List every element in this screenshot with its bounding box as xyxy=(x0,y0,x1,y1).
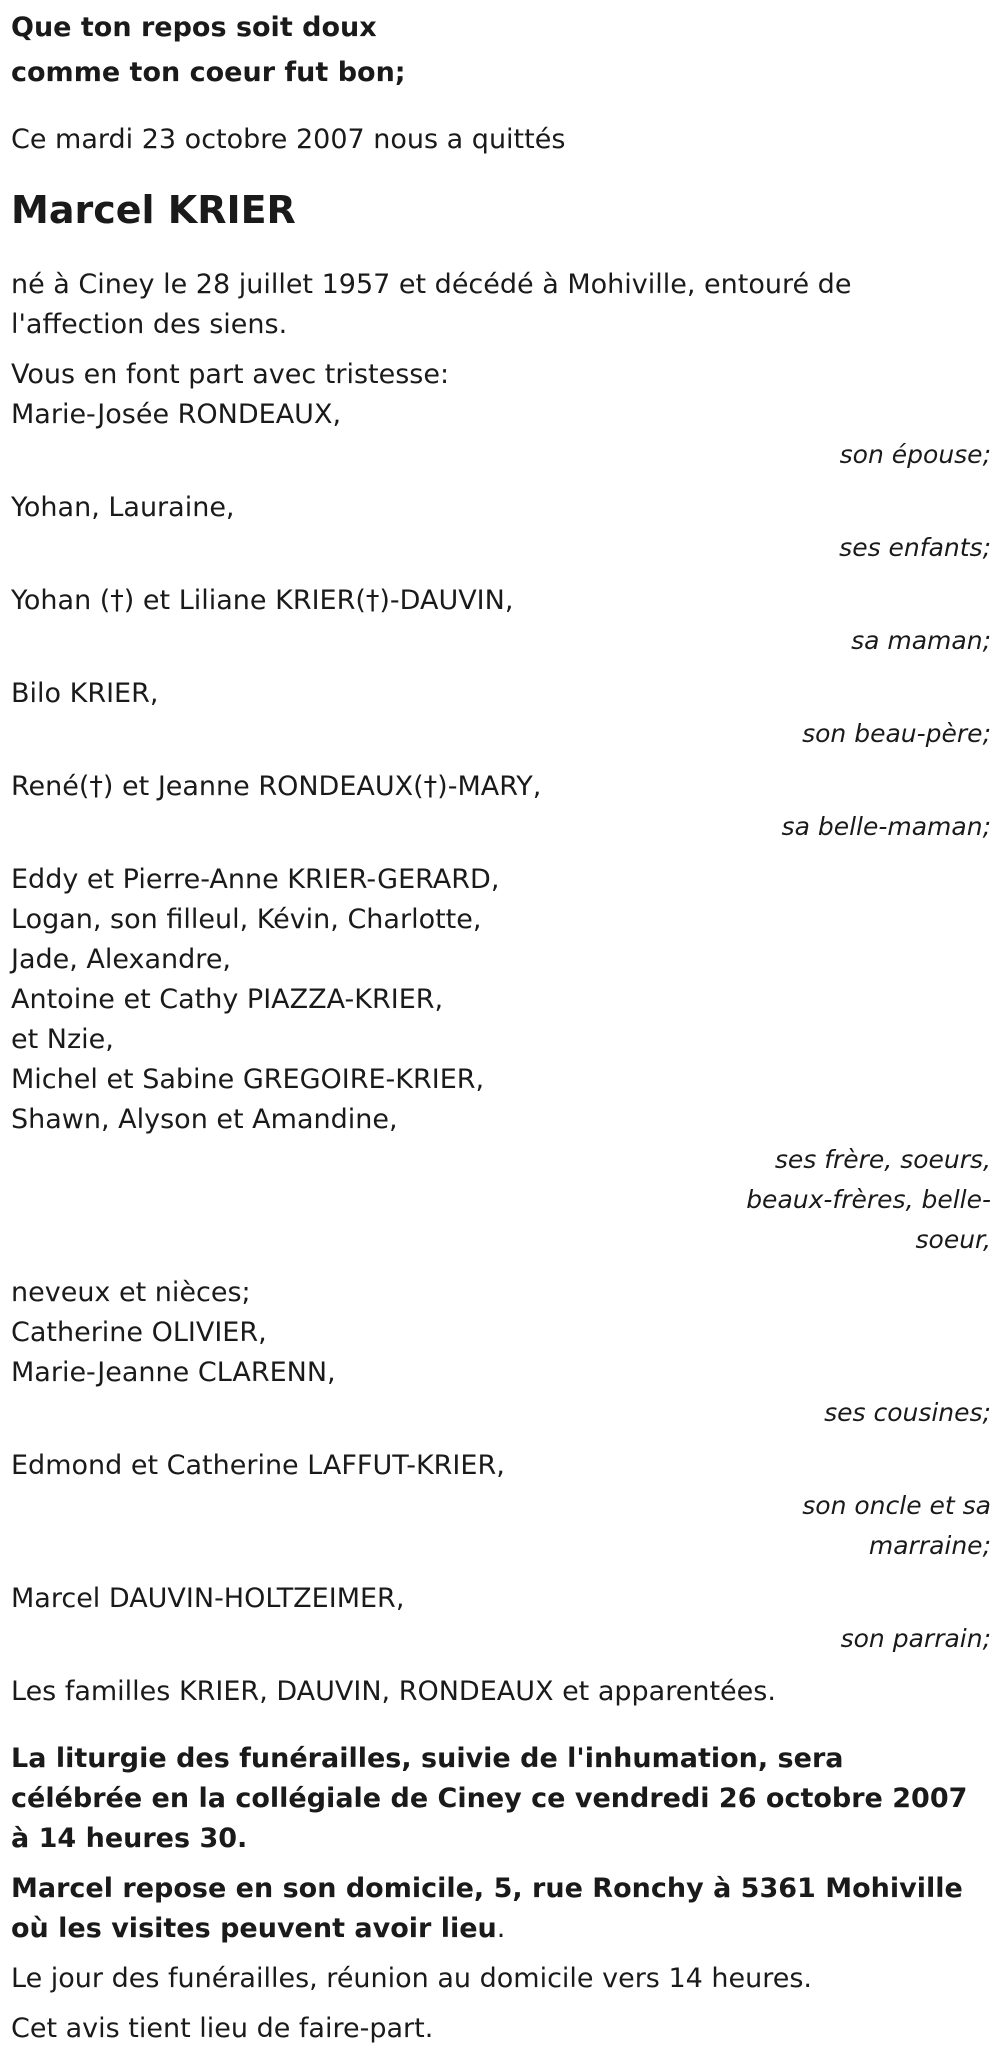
family-role: beaux-frères, belle- xyxy=(746,1185,991,1214)
family-name: Yohan, Lauraine, xyxy=(11,492,235,523)
repose-text: Marcel repose en son domicile, 5, rue Ronchy à 5361 Mohiville où les visites peuvent avoir lieu xyxy=(11,1873,963,1944)
family-name: Shawn, Alyson et Amandine, xyxy=(11,1104,398,1135)
family-entry xyxy=(11,1446,1000,1566)
family-entry xyxy=(11,581,1000,661)
epitaph-line-1: Que ton repos soit doux xyxy=(11,12,377,43)
birth-death-text: né à Ciney le 28 juillet 1957 et décédé à Mohiville, entouré de l'affection des siens. xyxy=(11,269,852,340)
family-role: marraine; xyxy=(868,1531,991,1560)
closing-text: Cet avis tient lieu de faire-part. xyxy=(11,2013,434,2044)
family-role: son épouse; xyxy=(839,440,991,469)
family-entry xyxy=(11,860,1000,1260)
announcement-text: Vous en font part avec tristesse: xyxy=(11,359,450,390)
family-entry xyxy=(11,488,1000,568)
family-entry xyxy=(11,395,1000,475)
family-name: Marcel DAUVIN-HOLTZEIMER, xyxy=(11,1583,405,1614)
family-role: ses cousines; xyxy=(824,1398,991,1427)
family-role: son oncle et sa xyxy=(802,1491,991,1520)
families-line: Les familles KRIER, DAUVIN, RONDEAUX et apparentées. xyxy=(11,1676,776,1707)
family-role: sa belle-maman; xyxy=(781,812,991,841)
repose-paragraph xyxy=(11,1869,971,1949)
family-role: sa maman; xyxy=(851,626,991,655)
family-name: Logan, son filleul, Kévin, Charlotte, xyxy=(11,904,482,935)
family-entry xyxy=(11,767,1000,847)
family-name: Catherine OLIVIER, xyxy=(11,1317,267,1348)
family-entry xyxy=(11,1273,1000,1433)
family-name: René(†) et Jeanne RONDEAUX(†)-MARY, xyxy=(11,771,542,802)
family-role: son parrain; xyxy=(840,1624,991,1653)
family-name: Bilo KRIER, xyxy=(11,678,159,709)
funeral-text: La liturgie des funérailles, suivie de l'inhumation, sera célébrée en la collégiale de Ciney ce vendredi 26 octobre 2007 à 14 heures 30. xyxy=(11,1743,968,1854)
family-role: soeur, xyxy=(915,1225,991,1254)
deceased-name: Marcel KRIER xyxy=(11,188,296,232)
family-entry xyxy=(11,1579,1000,1659)
family-name: Marie-Jeanne CLARENN, xyxy=(11,1357,336,1388)
family-name: Eddy et Pierre-Anne KRIER-GERARD, xyxy=(11,864,500,895)
family-name: et Nzie, xyxy=(11,1024,114,1055)
intro-text: Ce mardi 23 octobre 2007 nous a quittés xyxy=(11,124,566,155)
family-name: Jade, Alexandre, xyxy=(11,944,232,975)
family-role: ses frère, soeurs, xyxy=(774,1145,991,1174)
family-role: ses enfants; xyxy=(839,533,991,562)
family-entry xyxy=(11,674,1000,754)
family-name: Marie-Josée RONDEAUX, xyxy=(11,399,342,430)
meeting-text: Le jour des funérailles, réunion au domicile vers 14 heures. xyxy=(11,1963,812,1994)
family-name: neveux et nièces; xyxy=(11,1277,251,1308)
family-role: son beau-père; xyxy=(802,719,991,748)
epitaph-line-2: comme ton coeur fut bon; xyxy=(11,57,406,88)
family-name: Antoine et Cathy PIAZZA-KRIER, xyxy=(11,984,444,1015)
family-name: Michel et Sabine GREGOIRE-KRIER, xyxy=(11,1064,485,1095)
family-name: Edmond et Catherine LAFFUT-KRIER, xyxy=(11,1450,505,1481)
family-name: Yohan (†) et Liliane KRIER(†)-DAUVIN, xyxy=(11,585,514,616)
repose-end: . xyxy=(496,1913,506,1944)
